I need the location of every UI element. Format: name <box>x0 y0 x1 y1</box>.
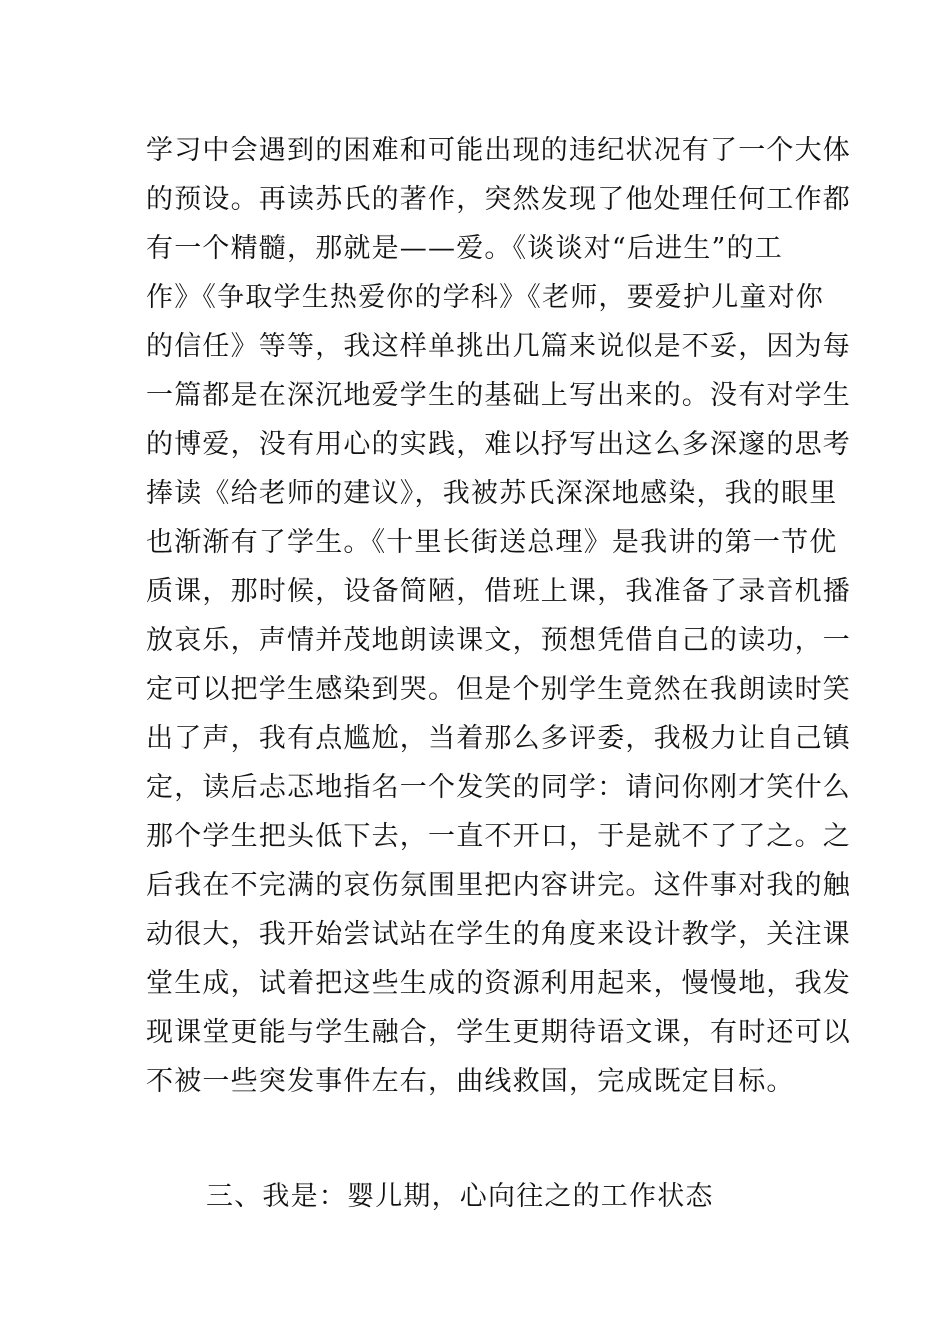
text-line: 堂生成，试着把这些生成的资源利用起来，慢慢地，我发 <box>146 968 851 999</box>
text-line: 的信任》等等，我这样单挑出几篇来说似是不妥，因为每 <box>146 331 851 362</box>
text-line: 放哀乐，声情并茂地朗读课文，预想凭借自己的读功，一 <box>146 625 851 656</box>
text-line: 的博爱，没有用心的实践，难以抒写出这么多深邃的思考 <box>146 429 851 460</box>
text-line: 动很大，我开始尝试站在学生的角度来设计教学，关注课 <box>146 919 851 950</box>
text-line: 不被一些突发事件左右，曲线救国，完成既定目标。 <box>146 1066 795 1097</box>
text-line: 定，读后忐忑地指名一个发笑的同学：请问你刚才笑什么 <box>146 772 851 803</box>
text-line: 定可以把学生感染到哭。但是个别学生竟然在我朗读时笑 <box>146 674 851 705</box>
text-line: 也渐渐有了学生。《十里长街送总理》是我讲的第一节优 <box>146 527 838 558</box>
text-line: 那个学生把头低下去，一直不开口，于是就不了了之。之 <box>146 821 851 852</box>
text-line: 作》《争取学生热爱你的学科》《老师，要爱护儿童对你 <box>146 282 824 313</box>
body-paragraph <box>146 126 851 1106</box>
text-line: 有一个精髓，那就是——爱。《谈谈对“后进生”的工 <box>146 233 783 264</box>
section-heading: 三、我是：婴儿期，心向往之的工作状态 <box>206 1181 714 1212</box>
text-line: 学习中会遇到的困难和可能出现的违纪状况有了一个大体 <box>146 135 851 166</box>
text-line: 一篇都是在深沉地爱学生的基础上写出来的。没有对学生 <box>146 380 851 411</box>
text-line: 质课，那时候，设备简陋，借班上课，我准备了录音机播 <box>146 576 851 607</box>
text-line: 捧读《给老师的建议》，我被苏氏深深地感染，我的眼里 <box>146 478 838 509</box>
text-line: 的预设。再读苏氏的著作，突然发现了他处理任何工作都 <box>146 184 851 215</box>
text-line: 现课堂更能与学生融合，学生更期待语文课，有时还可以 <box>146 1017 851 1048</box>
text-line: 出了声，我有点尴尬，当着那么多评委，我极力让自己镇 <box>146 723 851 754</box>
text-line: 后我在不完满的哀伤氛围里把内容讲完。这件事对我的触 <box>146 870 851 901</box>
